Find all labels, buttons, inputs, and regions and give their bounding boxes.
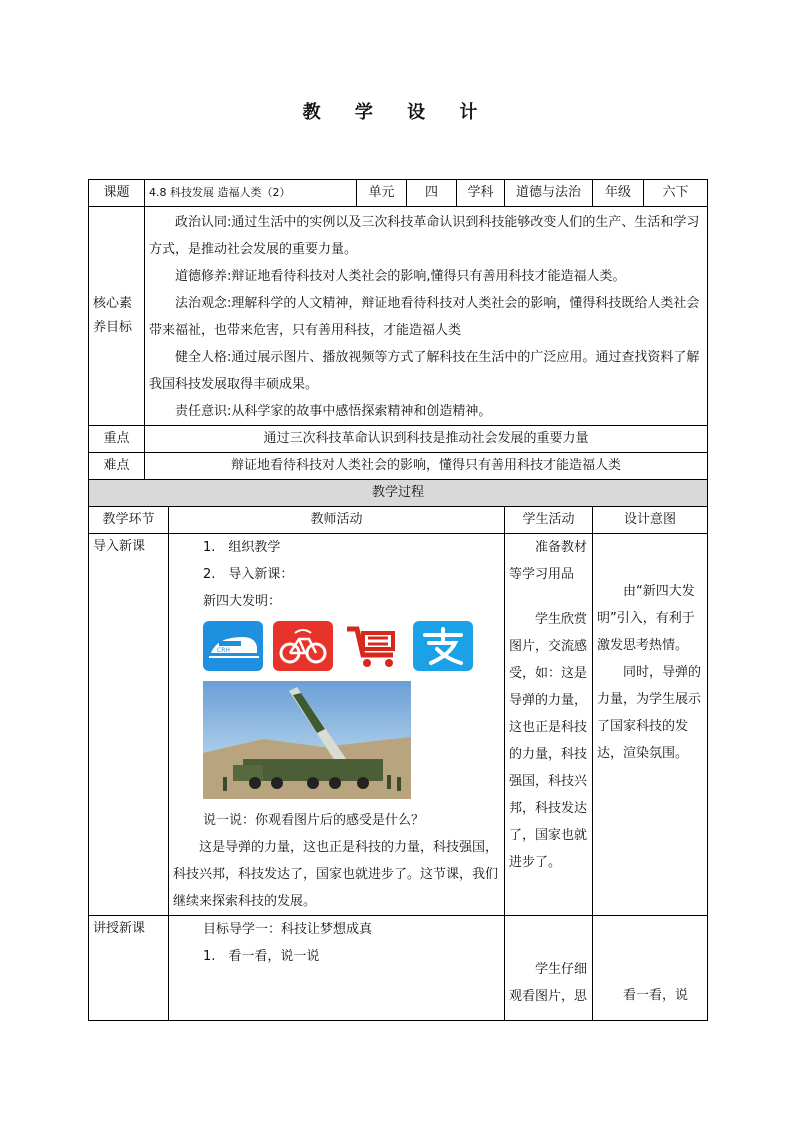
key-point-label: 重点 (89, 426, 145, 453)
header-student: 学生活动 (505, 507, 593, 534)
grade-label: 年级 (593, 180, 644, 207)
intent-missile: 同时，导弹的力量，为学生展示了国家科技的发达，渲染氛围。 (597, 665, 702, 761)
lesson-value: 4.8 科技发展 造福人类（2） (145, 180, 357, 207)
intent-look-and-say: 看一看，说 (623, 988, 689, 1003)
difficult-point-text: 辩证地看待科技对人类社会的影响，懂得只有善用科技才能造福人类 (145, 453, 708, 480)
goal-moral: 道德修养:辩证地看待科技对人类社会的影响,懂得只有善用科技才能造福人类。 (175, 269, 626, 284)
stage-new-lesson: 讲授新课 (89, 916, 169, 1021)
unit-value: 四 (407, 180, 457, 207)
subject-label: 学科 (457, 180, 505, 207)
stage-intro: 导入新课 (89, 534, 169, 916)
goals-label: 核心素养目标 (89, 207, 145, 426)
goal-responsibility: 责任意识:从科学家的故事中感悟探索精神和创造精神。 (175, 404, 492, 419)
header-stage: 教学环节 (89, 507, 169, 534)
key-point-text: 通过三次科技革命认识到科技是推动社会发展的重要力量 (145, 426, 708, 453)
difficult-point-label: 难点 (89, 453, 145, 480)
unit-label: 单元 (357, 180, 407, 207)
student-observe: 学生仔细观看图片，思 (509, 962, 588, 1004)
goal-political: 政治认同:通过生活中的实例以及三次科技革命认识到科技能够改变人们的生产、生活和学习方式，是推动社会发展的重要力量。 (149, 215, 700, 257)
header-teacher: 教师活动 (169, 507, 505, 534)
subject-value: 道德与法治 (505, 180, 593, 207)
goal-personality: 健全人格:通过展示图片、播放视频等方式了解科技在生活中的广泛应用。通过查找资料了解我国科技发展取得丰硕成果。 (149, 350, 700, 392)
student-prepare: 准备教材等学习用品 (509, 540, 588, 582)
online-shopping-cart-icon (343, 621, 403, 671)
teacher-look-and-say: 1. 看一看，说一说 (203, 949, 320, 964)
header-intent: 设计意图 (593, 507, 708, 534)
inventions-label: 新四大发明： (203, 594, 282, 609)
teacher-explanation: 这是导弹的力量，这也正是科技的力量，科技强国，科技兴邦，科技发达了，国家也就进步了。这节课，我们继续来探索科技的发展。 (173, 840, 499, 909)
goal-law: 法治观念:理解科学的人文精神，辩证地看待科技对人类社会的影响，懂得科技既给人类社会带来福祉，也带来危害，只有善用科技，才能造福人类 (149, 296, 700, 338)
intent-inventions: 由“新四大发明”引入，有利于激发思考热情。 (597, 584, 695, 653)
svg-text:CRH: CRH (217, 647, 230, 654)
teacher-question: 说一说：你观看图片后的感受是什么？ (203, 813, 425, 828)
new-inventions-icons (173, 621, 500, 671)
mobile-payment-icon (413, 621, 473, 671)
shared-bike-icon (273, 621, 333, 671)
process-title: 教学过程 (89, 480, 708, 507)
teacher-step-1: 1. 组织教学 (203, 540, 281, 555)
grade-value: 六下 (644, 180, 708, 207)
high-speed-rail-icon (203, 621, 263, 671)
teacher-step-2: 2. 导入新课： (203, 567, 294, 582)
student-discuss: 学生欣赏图片，交流感受，如：这是导弹的力量，这也正是科技的力量，科技强国，科技兴邦，科技发达了，国家也就进步了。 (509, 612, 588, 870)
document-title: 教 学 设 计 (302, 102, 492, 123)
lesson-label: 课题 (89, 180, 145, 207)
teacher-goal-1: 目标导学一：科技让梦想成真 (203, 922, 373, 937)
missile-launcher-photo (203, 681, 411, 799)
lesson-plan-table (88, 179, 707, 1021)
